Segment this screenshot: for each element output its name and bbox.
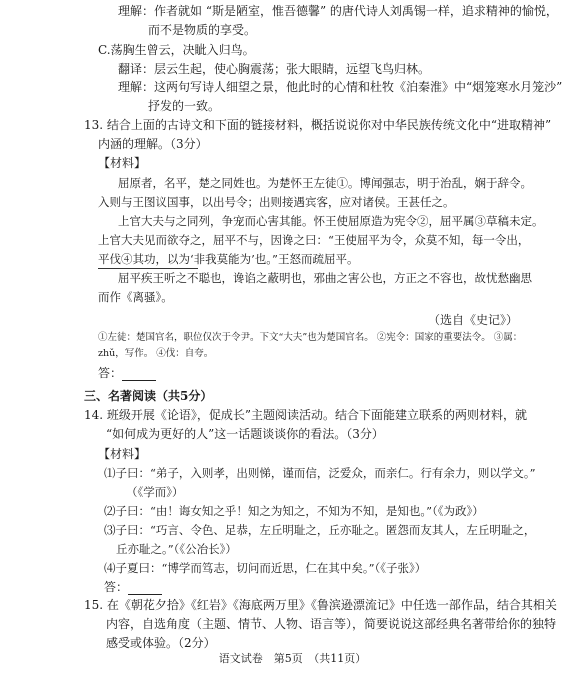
text-line-l29: 丘亦耻之。”（《公冶长》） [116,542,237,556]
text-line-l26: （《学而》） [126,485,184,499]
text-line-l4: 翻译：层云生起，使心胸震荡；张大眼睛，远望飞鸟归林。 [118,62,431,76]
text-line-l25: ⑴子曰：“弟子，入则孝，出则悌，谨而信，泛爱众，而亲仁。行有余力，则以学文。” [104,466,536,480]
text-line-l24: 【材料】 [98,447,147,461]
text-line-l10: 屈原者，名平，楚之同姓也。为楚怀王左徒①。博闻强志，明于治乱，娴于辞令。 [118,176,532,190]
text-line-l30: ⑷子夏曰：“博学而笃志，切问而近思，仁在其中矣。”（《子张》） [104,561,427,575]
text-line-l7: 13. 结合上面的古诗文和下面的链接材料，概括说说你对中华民族传统文化中“进取精神” [84,118,552,132]
text-line-l2: 而不是物质的享受。 [148,23,257,37]
text-line-l8: 内涵的理解。（3分） [98,137,208,151]
text-line-l23: “如何成为更好的人”这一话题谈谈你的看法。（3分） [106,427,384,441]
text-line-l17: （选自《史记》） [428,313,519,327]
text-line-l28: ⑶子曰：“巧言、令色、足恭，左丘明耻之，丘亦耻之。匿怨而友其人，左丘明耻之， [104,523,536,537]
answer-line-a1[interactable] [98,365,156,381]
footnote-divider [98,268,198,269]
text-line-l9: 【材料】 [98,156,147,170]
answer-label: 答： [98,366,123,380]
text-line-l1: 理解：作者就如 “斯是陋室，惟吾德馨” 的唐代诗人刘禹锡一样，追求精神的愉悦， [118,4,558,18]
answer-label: 答： [104,580,129,594]
text-line-l19: zhǔ，写作。 ④伐：自夸。 [98,348,214,359]
text-line-l13: 上官大夫见而欲夺之，屈平不与，因谗之曰：“王使屈平为令，众莫不知，每一令出， [98,233,530,247]
text-line-l14: 平伐④其功，以为‘非我莫能为’也。”王怒而疏屈平。 [98,252,359,266]
answer-blank[interactable] [128,582,162,595]
text-line-l12: 上官大夫与之同列，争宠而心害其能。怀王使屈原造为宪令②，屈平属③草稿未定。 [118,214,544,228]
answer-line-a2[interactable] [104,579,162,595]
text-line-l33: 内容，自选角度（主题、情节、人物、语言等），简要说说这部经典名著带给你的独特 [106,617,557,631]
text-line-l32: 15. 在《朝花夕拾》《红岩》《海底两万里》《鲁滨逊漂流记》中任选一部作品，结合其相关 [84,598,557,612]
answer-blank[interactable] [122,368,156,381]
text-line-l21: 三、名著阅读（共5分） [84,389,213,403]
text-line-l5: 理解：这两句写诗人细望之景，他此时的心情和杜牧《泊秦淮》中“烟笼寒水月笼沙” [118,80,563,94]
page-footer: 语文试卷 第5页 （共11页） [218,652,367,665]
text-line-l11: 入则与王图议国事，以出号令；出则接遇宾客，应对诸侯。王甚任之。 [98,195,455,209]
text-line-l34: 感受或体验。（2分） [106,636,216,650]
text-line-l6: 抒发的一致。 [148,99,221,113]
text-line-l15: 屈平疾王听之不聪也，谗谄之蔽明也，邪曲之害公也，方正之不容也，故忧愁幽思 [118,271,532,285]
text-line-l3: C.荡胸生曾云，决眦入归鸟。 [98,43,255,57]
text-line-l27: ⑵子曰：“由！诲女知之乎！知之为知之，不知为不知，是知也。”（《为政》） [104,504,484,518]
text-line-l18: ①左徒：楚国官名，职位仅次于令尹。下文“大夫”也为楚国官名。 ②宪令：国家的重要法令。 ③属： [98,332,523,343]
text-line-l22: 14. 班级开展《论语》，促成长”主题阅读活动。结合下面能建立联系的两则材料，就 [84,408,528,422]
text-line-l16: 而作《离骚》。 [98,290,173,304]
